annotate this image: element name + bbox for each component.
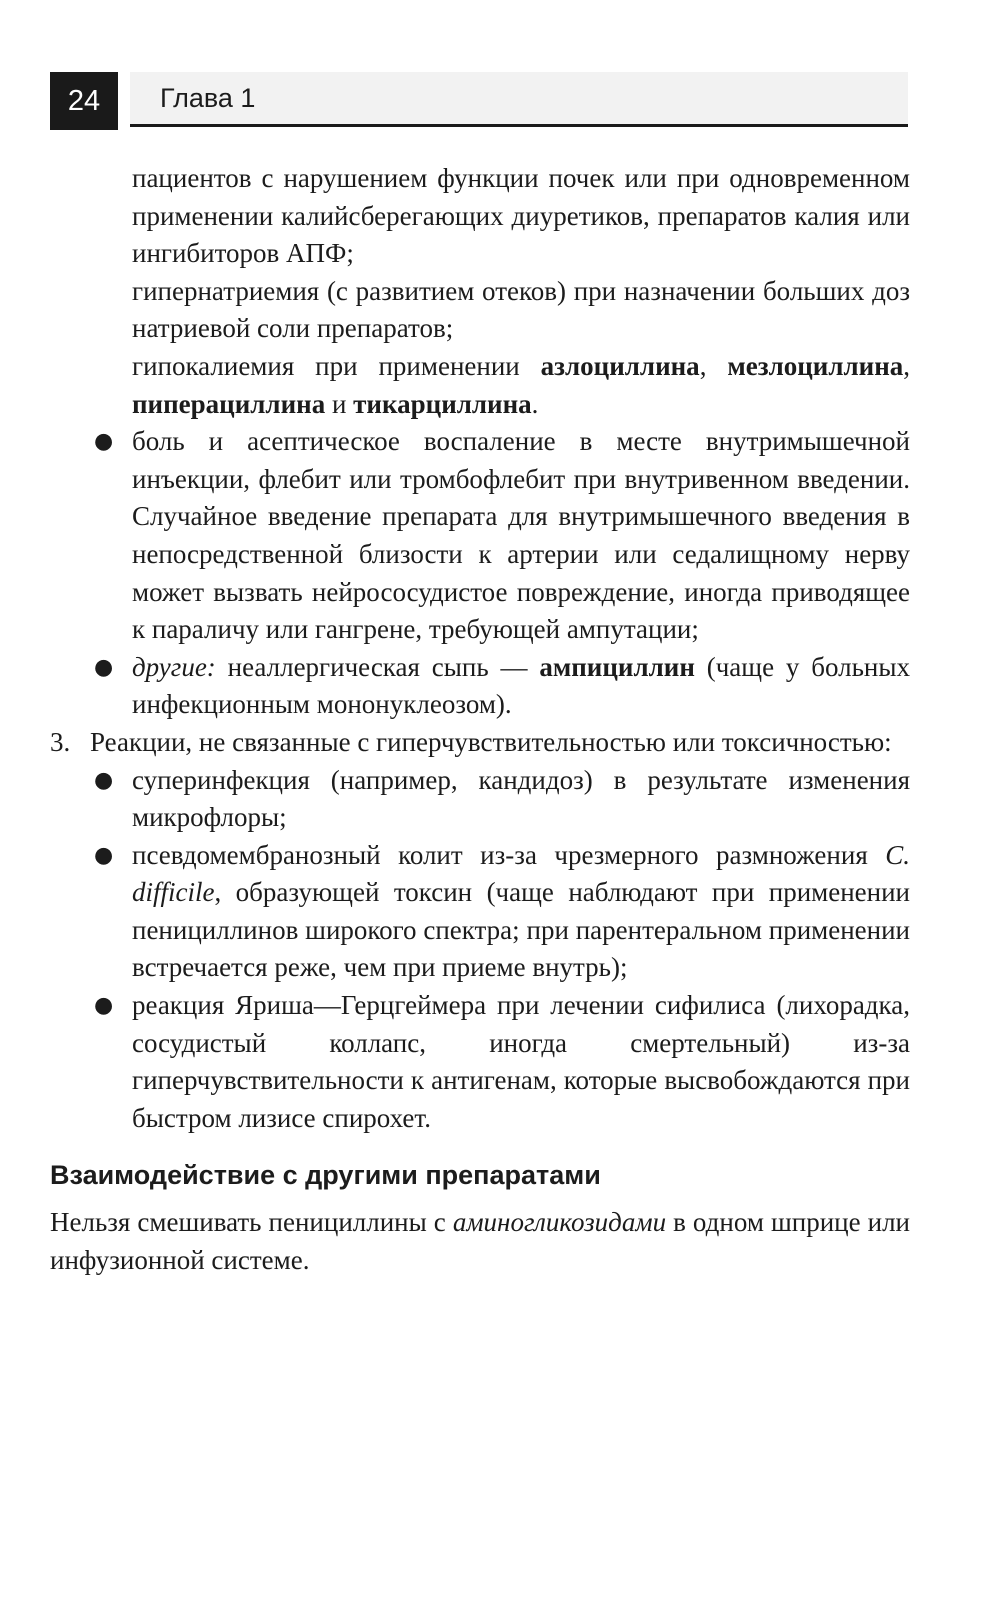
numbered-item-3: 3. Реакции, не связанные с гиперчувствительностью или токсичностью: bbox=[50, 724, 910, 762]
drug-mezlocillin: мезлоциллина bbox=[727, 350, 904, 381]
bullet-icon: ● bbox=[94, 842, 114, 868]
bullet-item-injection-pain: ● боль и асептическое воспаление в месте внутримышечной инъекции, флебит или тромбофлебит при внутривенном введении. Случайное введение препарата для внутримышечного введения в непосредственной близости к артерии или седалищному нерву может вызвать нейрососудистое повреждение, иногда приводящее к параличу или гангрене, требующей ампутации; bbox=[50, 423, 910, 649]
bullet-item-colitis: ● псевдомембранозный колит из-за чрезмерного размножения C. difficile, образующей токсин (чаще наблюдают при применении пенициллинов широкого спектра; при парентеральном применении встречается реже, чем при приеме внутрь); bbox=[50, 837, 910, 987]
bullet-icon: ● bbox=[94, 654, 114, 680]
continuation-paragraph-1: пациентов с нарушением функции почек или при одновременном применении калийсберегающих диуретиков, препаратов калия или ингибиторов АПФ; bbox=[132, 163, 910, 269]
drug-ticarcillin: тикарциллина bbox=[353, 388, 532, 419]
bullet-item-jarisch-herxheimer: ● реакция Яриша—Герцгеймера при лечении сифилиса (лихорадка, сосудистый коллапс, иногда смертельный) из-за гиперчувствительности к антигенам, которые высвобождаются при быстром лизисе спирохет. bbox=[50, 987, 910, 1137]
drug-ampicillin: ампициллин bbox=[539, 651, 695, 682]
bullet-icon: ● bbox=[94, 993, 114, 1019]
chapter-bar bbox=[130, 72, 908, 127]
drug-piperacillin: пиперациллина bbox=[132, 388, 326, 419]
section-paragraph: Нельзя смешивать пенициллины с аминогликозидами в одном шприце или инфузионной системе. bbox=[50, 1207, 910, 1276]
organism-name: C. difficile bbox=[132, 839, 910, 908]
chapter-title: Глава 1 bbox=[160, 83, 256, 113]
bullet-icon: ● bbox=[94, 429, 114, 455]
continuation-paragraph-2: гипернатриемия (с развитием отеков) при назначении больших доз натриевой соли препаратов; bbox=[132, 275, 910, 344]
section-heading: Взаимодействие с другими препаратами bbox=[50, 1160, 601, 1191]
continuation-paragraph-3: гипокалиемия при применении азлоциллина, мезлоциллина, пиперациллина и тикарциллина. bbox=[132, 350, 911, 419]
page-content bbox=[50, 160, 910, 1280]
page-header bbox=[50, 72, 908, 130]
item-number: 3. bbox=[50, 726, 71, 757]
bullet-item-superinfection: ● суперинфекция (например, кандидоз) в результате изменения микрофлоры; bbox=[50, 762, 910, 837]
page-number: 24 bbox=[50, 72, 118, 130]
drug-azlocillin: азлоциллина bbox=[540, 350, 700, 381]
bullet-icon: ● bbox=[94, 767, 114, 793]
bullet-item-other: ● другие: неаллергическая сыпь — ампициллин (чаще у больных инфекционным мононуклеозом). bbox=[50, 649, 910, 724]
